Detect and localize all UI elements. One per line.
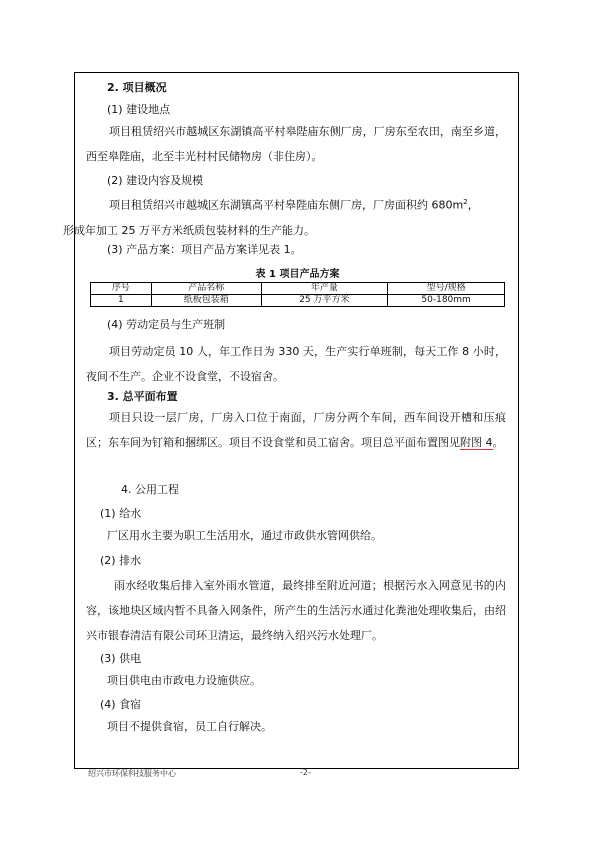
table-header: 产品名称 xyxy=(151,283,261,295)
scale-paragraph xyxy=(63,190,506,243)
table-cell: 纸板包装箱 xyxy=(151,295,261,307)
lodging-text: 项目不提供食宿，员工自行解决。 xyxy=(107,720,272,733)
footer-page-number: -2- xyxy=(300,768,311,777)
staffing-paragraph: 项目劳动定员 10 人，年工作日为 330 天，生产实行单班制，每天工作 8 小时，夜间不生产。企业不设食堂，不设宿舍。 xyxy=(86,345,506,383)
lodging-label: (4) 食宿 xyxy=(100,698,142,711)
table-header: 年产量 xyxy=(261,283,388,295)
product-plan-line: (3) 产品方案：项目产品方案详见表 1。 xyxy=(107,243,302,256)
table-header: 序号 xyxy=(91,283,152,295)
drainage-label: (2) 排水 xyxy=(100,554,142,567)
table-header-row xyxy=(91,283,505,295)
scale-superscript: 2 xyxy=(463,198,468,206)
subsection-location-label: (1) 建设地点 xyxy=(107,103,171,116)
section-4-heading: 4. 公用工程 xyxy=(121,483,179,496)
section-2-heading: 2. 项目概况 xyxy=(107,81,167,94)
scale-text-c: 形成年加工 25 万平方米纸质包装材料的生产能力。 xyxy=(63,223,315,237)
water-supply-text: 厂区用水主要为职工生活用水，通过市政供水管网供给。 xyxy=(107,529,382,542)
layout-paragraph xyxy=(86,405,506,455)
subsection-staffing-label: (4) 劳动定员与生产班制 xyxy=(107,318,226,331)
product-table xyxy=(90,282,505,307)
water-supply-label: (1) 给水 xyxy=(100,507,142,520)
layout-text-b: 。 xyxy=(492,436,504,449)
table-cell: 50-180mm xyxy=(388,295,505,307)
scale-text-a: 项目租赁绍兴市越城区东湖镇高平村皋陛庙东侧厂房，厂房面积约 680m xyxy=(109,198,464,212)
scale-text-b: ， xyxy=(467,198,479,212)
subsection-scale-label: (2) 建设内容及规模 xyxy=(107,174,204,187)
table-header: 型号/规格 xyxy=(388,283,505,295)
table-cell: 1 xyxy=(91,295,152,307)
table-row xyxy=(91,295,505,307)
appendix-4-link[interactable]: 附图 4 xyxy=(460,436,493,449)
section-3-heading: 3. 总平面布置 xyxy=(107,390,178,403)
table-cell: 25 万平方米 xyxy=(261,295,388,307)
table-title: 表 1 项目产品方案 xyxy=(255,269,340,280)
power-label: (3) 供电 xyxy=(100,652,142,665)
power-text: 项目供电由市政电力设施供应。 xyxy=(107,674,261,687)
location-paragraph: 项目租赁绍兴市越城区东湖镇高平村皋陛庙东侧厂房，厂房东至农田，南至乡道，西至皋陛庙，北至丰光村村民储物房（非住房）。 xyxy=(86,125,506,163)
footer-organization: 绍兴市环保科技服务中心 xyxy=(88,769,176,778)
drainage-paragraph: 雨水经收集后排入室外雨水管道，最终排至附近河道；根据污水入网意见书的内容，该地块区域内暂不具备入网条件，所产生的生活污水通过化粪池处理收集后，由绍兴市银春清洁有限公司环卫清运，最终纳入绍兴污水处理厂。 xyxy=(86,579,506,642)
layout-text-a: 项目只设一层厂房，厂房入口位于南面，厂房分两个车间，西车间设开槽和压痕区；东车间为钉箱和捆绑区。项目不设食堂和员工宿舍。项目总平面布置图见 xyxy=(86,411,506,449)
